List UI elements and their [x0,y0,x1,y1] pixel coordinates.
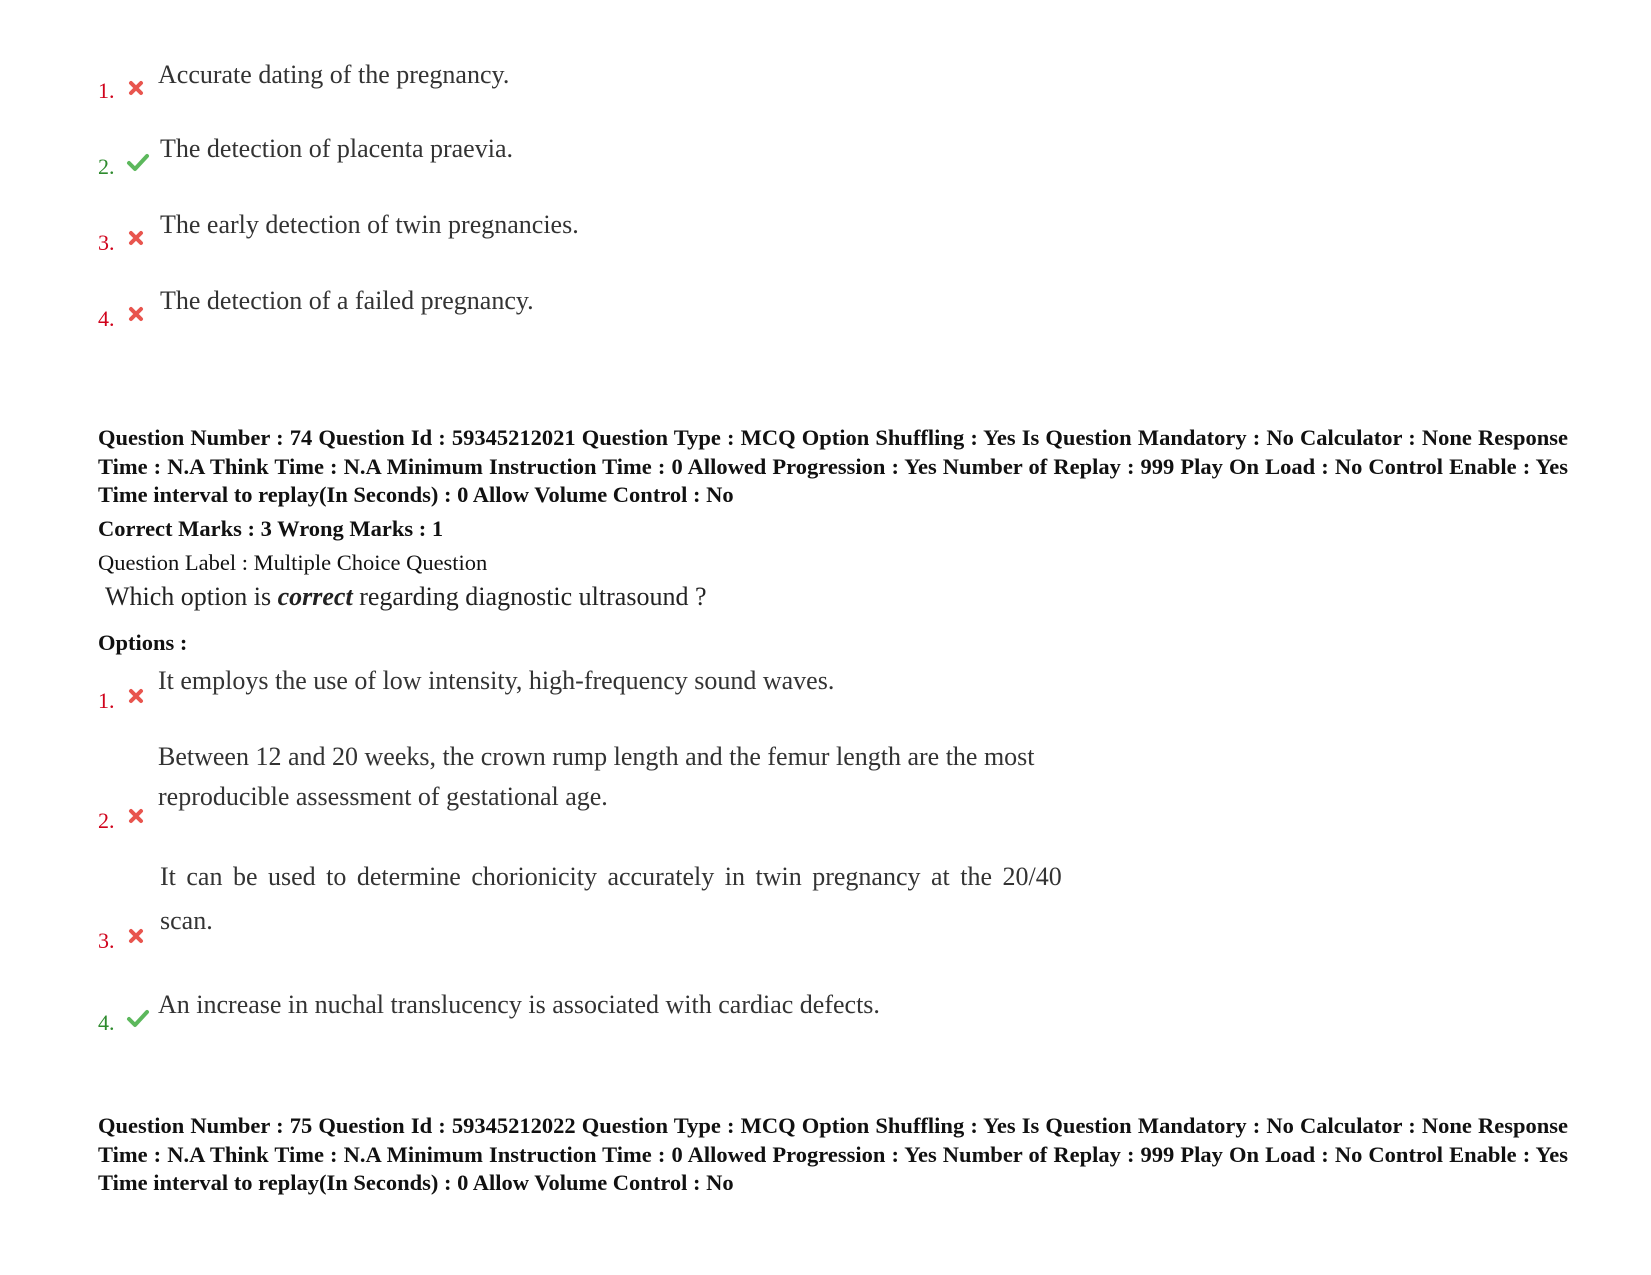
question-75-meta: Question Number : 75 Question Id : 59345212022 Question Type : MCQ Option Shuffling : Yes Is Question Mandatory : No Calculator : None Response Time : N.A Think Time : N.A Minimum Instruction Time : 0 Allowed Progression : Yes Number of Replay : 999 Play On Load : No Control Enable : Yes Time interval to replay(In Seconds) : 0 Allow Volume Control : No [98,1113,1568,1195]
option-text: The early detection of twin pregnancies. [160,210,579,239]
question-text-pre: Which option is [105,582,278,611]
cross-icon [126,686,146,706]
option-number: 2. [98,154,115,179]
option-text-line-2: reproducible assessment of gestational age. [158,782,608,811]
option-text-line-1: It can be used to determine chorionicity accurately in twin pregnancy at the 20/40 [160,862,1062,891]
option-number: 3. [98,230,115,255]
option-text: It employs the use of low intensity, high-frequency sound waves. [158,666,835,695]
option-text-line-1: Between 12 and 20 weeks, the crown rump length and the femur length are the most [158,742,1035,771]
cross-icon [126,228,146,248]
question-74-marks: Correct Marks : 3 Wrong Marks : 1 [98,516,444,541]
option-text-line-2: scan. [160,906,213,935]
option-number: 1. [98,688,115,713]
option-text: An increase in nuchal translucency is associated with cardiac defects. [158,990,880,1019]
question-74-label: Question Label : Multiple Choice Question [98,550,488,575]
check-icon [126,1008,150,1028]
cross-icon [126,806,146,826]
option-text: The detection of a failed pregnancy. [160,286,534,315]
options-header: Options : [98,630,188,655]
cross-icon [126,926,146,946]
option-text: The detection of placenta praevia. [160,134,513,163]
cross-icon [126,304,146,324]
question-74-text [105,582,706,612]
option-number: 4. [98,1010,115,1035]
option-number: 4. [98,306,115,331]
question-text-post: regarding diagnostic ultrasound ? [352,582,707,611]
option-number: 2. [98,808,115,833]
question-text-emphasis: correct [277,582,353,611]
option-text: Accurate dating of the pregnancy. [158,60,510,89]
check-icon [126,152,150,172]
option-number: 3. [98,928,115,953]
option-number: 1. [98,78,115,103]
cross-icon [126,78,146,98]
question-74-meta: Question Number : 74 Question Id : 59345212021 Question Type : MCQ Option Shuffling : Yes Is Question Mandatory : No Calculator : None Response Time : N.A Think Time : N.A Minimum Instruction Time : 0 Allowed Progression : Yes Number of Replay : 999 Play On Load : No Control Enable : Yes Time interval to replay(In Seconds) : 0 Allow Volume Control : No [98,425,1568,507]
